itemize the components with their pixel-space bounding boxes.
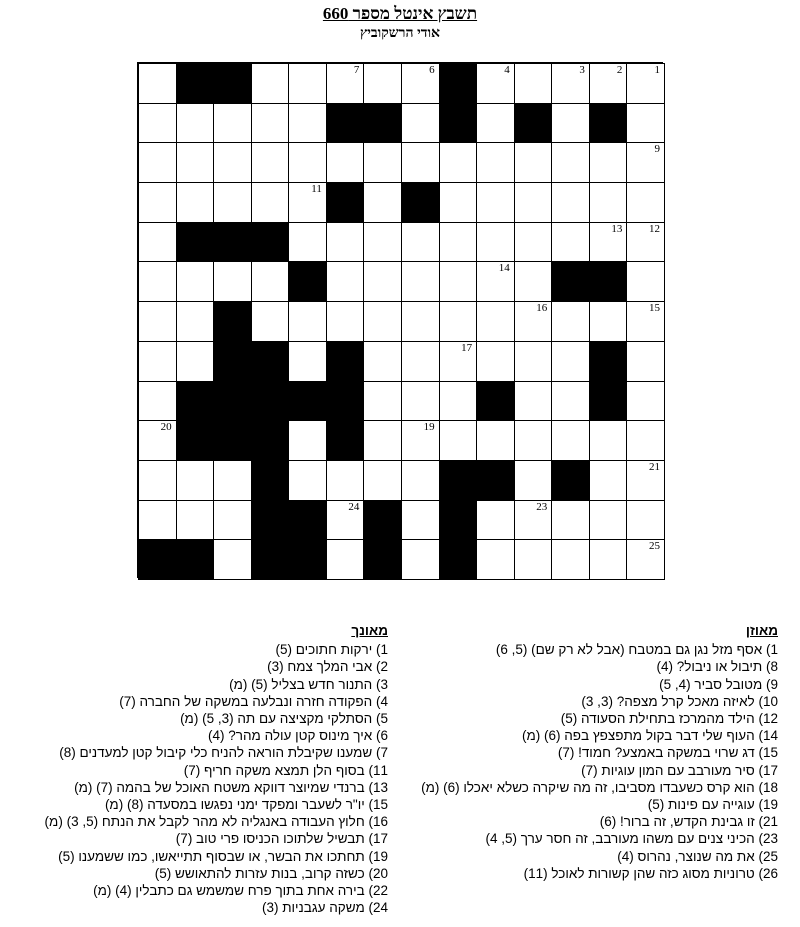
down-clue: 15) יו"ר לשעבר ומפקד ימני נפגשו במסעדה (8) (מ) <box>104 797 388 813</box>
grid-cell[interactable] <box>326 500 365 541</box>
grid-cell[interactable] <box>138 63 177 104</box>
grid-cell[interactable] <box>551 381 590 422</box>
grid-cell[interactable] <box>514 381 553 422</box>
clue-number: 23 <box>536 500 548 513</box>
grid-cell[interactable] <box>401 142 440 183</box>
grid-cell[interactable] <box>589 500 628 541</box>
grid-cell-block <box>476 381 515 422</box>
grid-cell[interactable] <box>551 182 590 223</box>
grid-cell[interactable] <box>439 222 478 263</box>
across-clue: 23) הכיני צנים עם משהו מעורבב, זה חסר ערך (5, 4) <box>485 831 778 847</box>
grid-cell[interactable] <box>363 222 402 263</box>
clue-number: 17 <box>461 341 473 354</box>
grid-cell-block <box>288 381 327 422</box>
grid-cell[interactable] <box>176 261 215 302</box>
across-clue: 25) את מה שנוצר, נהרוס (4) <box>617 848 778 864</box>
down-clue: 13) ברנדי שמיוצר דווקא משטח האוכל של בהמה (7) (מ) <box>74 779 388 795</box>
puzzle-author: אודי הרשקוביץ <box>359 26 441 41</box>
grid-cell[interactable] <box>176 500 215 541</box>
grid-cell[interactable] <box>138 381 177 422</box>
grid-cell-block <box>138 539 177 580</box>
grid-cell-block <box>251 381 290 422</box>
grid-cell[interactable] <box>626 301 665 342</box>
down-clue: 5) הסתלקי מקציצה עם תה (3, 5) (מ) <box>180 711 388 727</box>
grid-cell[interactable] <box>476 301 515 342</box>
clue-number: 20 <box>160 421 172 434</box>
grid-cell[interactable] <box>514 182 553 223</box>
grid-cell[interactable] <box>288 222 327 263</box>
grid-cell[interactable] <box>326 222 365 263</box>
grid-cell-block <box>326 341 365 382</box>
down-clues <box>45 622 388 916</box>
grid-cell[interactable] <box>551 103 590 144</box>
grid-cell[interactable] <box>213 500 252 541</box>
clue-number: 13 <box>611 222 623 235</box>
grid-cell[interactable] <box>138 420 177 461</box>
grid-cell-block <box>363 500 402 541</box>
clue-number: 21 <box>648 460 660 473</box>
grid-cell[interactable] <box>439 301 478 342</box>
grid-cell-block <box>439 460 478 501</box>
grid-cell[interactable] <box>288 341 327 382</box>
grid-cell[interactable] <box>514 341 553 382</box>
grid-cell[interactable] <box>138 142 177 183</box>
clue-number: 7 <box>353 64 360 76</box>
grid-cell-block <box>326 182 365 223</box>
grid-cell[interactable] <box>213 103 252 144</box>
grid-cell[interactable] <box>363 182 402 223</box>
grid-cell[interactable] <box>326 301 365 342</box>
grid-cell[interactable] <box>251 182 290 223</box>
grid-cell[interactable] <box>326 261 365 302</box>
grid-cell[interactable] <box>626 341 665 382</box>
clue-number: 24 <box>348 500 360 513</box>
grid-cell-block <box>551 460 590 501</box>
grid-cell[interactable] <box>589 460 628 501</box>
across-heading: מאוזן <box>745 623 778 638</box>
grid-cell-block <box>439 500 478 541</box>
grid-cell-block <box>213 341 252 382</box>
clue-number: 16 <box>536 302 548 315</box>
grid-cell[interactable] <box>514 539 553 580</box>
grid-cell[interactable] <box>476 103 515 144</box>
grid-cell-block <box>251 500 290 541</box>
grid-cell-block <box>176 222 215 263</box>
across-clue: 18) הוא קרס כשעבדו מסביבו, זה מה שיקרה כשלא יאכלו (6) (מ) <box>421 779 778 795</box>
grid-cell[interactable] <box>138 460 177 501</box>
grid-cell-block <box>176 539 215 580</box>
across-clue: 10) לאיזה מאכל קרל מצפה? (3, 3) <box>581 693 778 709</box>
clue-number: 25 <box>648 540 660 553</box>
grid-cell[interactable] <box>288 301 327 342</box>
grid-cell[interactable] <box>476 341 515 382</box>
grid-cell[interactable] <box>401 63 440 104</box>
grid-cell[interactable] <box>401 539 440 580</box>
grid-cell[interactable] <box>363 381 402 422</box>
grid-cell[interactable] <box>514 420 553 461</box>
grid-cell-block <box>288 261 327 302</box>
grid-cell[interactable] <box>514 222 553 263</box>
grid-cell[interactable] <box>514 500 553 541</box>
grid-cell[interactable] <box>213 182 252 223</box>
grid-cell[interactable] <box>589 142 628 183</box>
grid-cell[interactable] <box>626 103 665 144</box>
grid-cell[interactable] <box>551 500 590 541</box>
grid-cell[interactable] <box>288 103 327 144</box>
grid-cell[interactable] <box>326 142 365 183</box>
grid-cell-block <box>251 222 290 263</box>
grid-cell[interactable] <box>363 301 402 342</box>
grid-cell[interactable] <box>401 460 440 501</box>
grid-cell[interactable] <box>138 261 177 302</box>
grid-cell[interactable] <box>589 420 628 461</box>
grid-cell[interactable] <box>213 539 252 580</box>
grid-cell-block <box>251 341 290 382</box>
grid-cell-block <box>213 420 252 461</box>
grid-cell[interactable] <box>514 63 553 104</box>
grid-cell[interactable] <box>363 142 402 183</box>
grid-cell-block <box>589 341 628 382</box>
grid-cell[interactable] <box>626 539 665 580</box>
across-clue: 17) סיר מעורבב עם המון עוגיות (7) <box>581 762 778 778</box>
grid-cell-block <box>589 381 628 422</box>
clue-number: 9 <box>654 143 660 156</box>
grid-cell[interactable] <box>176 341 215 382</box>
clue-number: 14 <box>498 262 510 275</box>
grid-cell[interactable] <box>589 182 628 223</box>
grid-cell[interactable] <box>326 539 365 580</box>
grid-cell-block <box>288 500 327 541</box>
grid-cell[interactable] <box>476 222 515 263</box>
grid-cell[interactable] <box>401 103 440 144</box>
grid-cell-block <box>401 182 440 223</box>
down-clue: 1) ירקות חתוכים (5) <box>275 642 388 658</box>
grid-cell[interactable] <box>476 142 515 183</box>
grid-cell[interactable] <box>251 142 290 183</box>
grid-cell[interactable] <box>363 341 402 382</box>
puzzle-title: תשבץ אינטל מספר 660 <box>322 4 478 23</box>
down-clue: 6) איך מינוס קטן עולה מהר? (4) <box>208 728 388 744</box>
grid-cell[interactable] <box>401 222 440 263</box>
grid-cell[interactable] <box>551 341 590 382</box>
across-clue: 8) תיבול או ניבול? (4) <box>656 659 778 675</box>
grid-cell[interactable] <box>589 222 628 263</box>
grid-cell-block <box>213 301 252 342</box>
grid-cell-block <box>326 381 365 422</box>
grid-cell[interactable] <box>626 63 665 104</box>
grid-cell[interactable] <box>213 142 252 183</box>
across-clue: 1) אסף מזל נגן גם במטבח (אבל לא רק שם) (5, 6) <box>495 642 778 658</box>
grid-cell-block <box>551 261 590 302</box>
grid-cell[interactable] <box>551 142 590 183</box>
grid-cell[interactable] <box>626 222 665 263</box>
grid-cell[interactable] <box>626 381 665 422</box>
down-clue: 2) אבי המלך צמח (3) <box>267 659 388 675</box>
grid-cell[interactable] <box>213 261 252 302</box>
grid-cell[interactable] <box>251 103 290 144</box>
grid-cell[interactable] <box>251 301 290 342</box>
grid-cell-block <box>514 103 553 144</box>
grid-cell-block <box>213 63 252 104</box>
across-clue: 19) עוגייה עם פינות (5) <box>647 797 778 813</box>
grid-cell-block <box>589 103 628 144</box>
grid-cell[interactable] <box>326 460 365 501</box>
grid-cell[interactable] <box>476 182 515 223</box>
grid-cell[interactable] <box>626 182 665 223</box>
grid-cell[interactable] <box>138 341 177 382</box>
grid-cell[interactable] <box>589 301 628 342</box>
grid-cell-block <box>176 420 215 461</box>
grid-cell[interactable] <box>401 420 440 461</box>
grid-cell[interactable] <box>551 420 590 461</box>
grid-cell[interactable] <box>251 63 290 104</box>
down-clue-list <box>45 641 388 916</box>
across-clue: 26) טרוניות מסוג כזה שהן קשורות לאוכל (11) <box>523 865 778 881</box>
grid-cell[interactable] <box>626 420 665 461</box>
grid-cell[interactable] <box>589 539 628 580</box>
grid-cell[interactable] <box>363 261 402 302</box>
across-clue: 9) מטובל סביר (4, 5) <box>659 676 778 692</box>
clue-number: 2 <box>616 64 623 76</box>
grid-cell[interactable] <box>439 142 478 183</box>
grid-cell-block <box>213 381 252 422</box>
grid-cell[interactable] <box>476 420 515 461</box>
grid-cell[interactable] <box>176 142 215 183</box>
grid-cell[interactable] <box>551 539 590 580</box>
clue-number: 4 <box>504 64 510 76</box>
grid-cell[interactable] <box>213 460 252 501</box>
grid-cell[interactable] <box>176 103 215 144</box>
grid-cell[interactable] <box>514 301 553 342</box>
grid-cell[interactable] <box>626 142 665 183</box>
across-clues <box>421 622 778 882</box>
grid-cell[interactable] <box>326 63 365 104</box>
across-clue-list <box>421 641 778 882</box>
grid-cell[interactable] <box>626 460 665 501</box>
grid-cell[interactable] <box>138 301 177 342</box>
grid-cell-block <box>176 63 215 104</box>
grid-cell[interactable] <box>626 261 665 302</box>
down-clue: 7) שמענו שקיבלת הוראה להניח כלי קיבול קטן למעדנים (8) <box>59 745 388 761</box>
down-clue: 20) כשזה קרוב, בנות עזרות להתאושש (5) <box>154 865 388 881</box>
grid-cell[interactable] <box>514 261 553 302</box>
clue-number: 3 <box>579 64 585 76</box>
grid-cell[interactable] <box>251 261 290 302</box>
down-clue: 22) בירה אחת בתוך פרח שמשמש גם כתבלין (4) (מ) <box>93 883 388 899</box>
grid-cell[interactable] <box>138 222 177 263</box>
grid-cell[interactable] <box>439 182 478 223</box>
grid-cell[interactable] <box>439 341 478 382</box>
grid-cell[interactable] <box>176 460 215 501</box>
grid-cell[interactable] <box>551 222 590 263</box>
grid-cell-block <box>326 420 365 461</box>
grid-cell[interactable] <box>439 420 478 461</box>
grid-cell[interactable] <box>401 500 440 541</box>
grid-cell[interactable] <box>288 63 327 104</box>
down-clue: 17) תבשיל שלתוכו הכניסו פרי טוב (7) <box>175 831 388 847</box>
grid-cell-block <box>476 460 515 501</box>
clue-number: 15 <box>648 302 660 315</box>
grid-cell[interactable] <box>401 301 440 342</box>
grid-cell[interactable] <box>514 142 553 183</box>
down-clue: 3) התנור חדש בצליל (5) (מ) <box>229 676 388 692</box>
down-clue: 24) משקה עגבניות (3) <box>261 900 388 916</box>
grid-cell[interactable] <box>551 63 590 104</box>
down-clue: 4) הפקודה חזרה ונבלעה במשקה של החברה (7) <box>119 693 388 709</box>
grid-cell-block <box>213 222 252 263</box>
grid-cell[interactable] <box>176 182 215 223</box>
grid-cell[interactable] <box>363 460 402 501</box>
grid-cell[interactable] <box>288 182 327 223</box>
grid-cell[interactable] <box>401 381 440 422</box>
grid-cell-block <box>288 539 327 580</box>
grid-cell-block <box>251 420 290 461</box>
across-clue: 12) הילד מהמרכז בתחילת הסעודה (5) <box>560 711 778 727</box>
grid-cell[interactable] <box>476 261 515 302</box>
grid-cell-block <box>439 103 478 144</box>
clue-number: 12 <box>648 222 660 235</box>
clue-number: 11 <box>311 183 322 196</box>
grid-cell-block <box>439 63 478 104</box>
grid-cell[interactable] <box>589 63 628 104</box>
across-clue: 14) העוף שלי דבר בקול מתפצפץ בפה (6) (מ) <box>521 728 778 744</box>
grid-cell[interactable] <box>138 182 177 223</box>
grid-cell-block <box>439 539 478 580</box>
grid-cell[interactable] <box>476 63 515 104</box>
grid-cell[interactable] <box>363 63 402 104</box>
grid-cell[interactable] <box>401 341 440 382</box>
down-clue: 16) חלוץ העבודה באנגליה לא מהר לקבל את הנתח (5, 3) (מ) <box>44 814 388 830</box>
down-clue: 19) תחתכו את הבשר, או שבסוף תתייאשו, כמו ששמענו (5) <box>58 848 388 864</box>
crossword-grid <box>137 62 663 578</box>
grid-cell[interactable] <box>514 460 553 501</box>
grid-cell-block <box>326 103 365 144</box>
clue-number: 1 <box>654 64 660 76</box>
grid-cell[interactable] <box>138 103 177 144</box>
clue-number: 19 <box>423 421 435 434</box>
grid-cell[interactable] <box>476 539 515 580</box>
grid-cell[interactable] <box>626 500 665 541</box>
grid-cell[interactable] <box>138 500 177 541</box>
grid-cell[interactable] <box>288 460 327 501</box>
grid-cell-block <box>363 539 402 580</box>
grid-cell[interactable] <box>363 420 402 461</box>
grid-cell-block <box>176 381 215 422</box>
clue-number: 6 <box>429 64 435 76</box>
grid-cell[interactable] <box>476 500 515 541</box>
down-heading: מאונך <box>351 623 388 638</box>
grid-cell-block <box>251 539 290 580</box>
grid-cell-block <box>251 460 290 501</box>
grid-cell[interactable] <box>401 261 440 302</box>
grid-cell[interactable] <box>551 301 590 342</box>
grid-cell[interactable] <box>439 261 478 302</box>
across-clue: 15) דג שרוי במשקה באמצע? חמוד! (7) <box>557 745 778 761</box>
grid-cell[interactable] <box>176 301 215 342</box>
grid-cell-block <box>363 103 402 144</box>
grid-cell[interactable] <box>439 381 478 422</box>
grid-cell-block <box>589 261 628 302</box>
grid-cell[interactable] <box>288 420 327 461</box>
down-clue: 11) בסוף הלן תמצא משקה חריף (7) <box>183 762 388 778</box>
grid-cell[interactable] <box>288 142 327 183</box>
across-clue: 21) זו גבינת הקדש, זה ברור! (6) <box>599 814 778 830</box>
